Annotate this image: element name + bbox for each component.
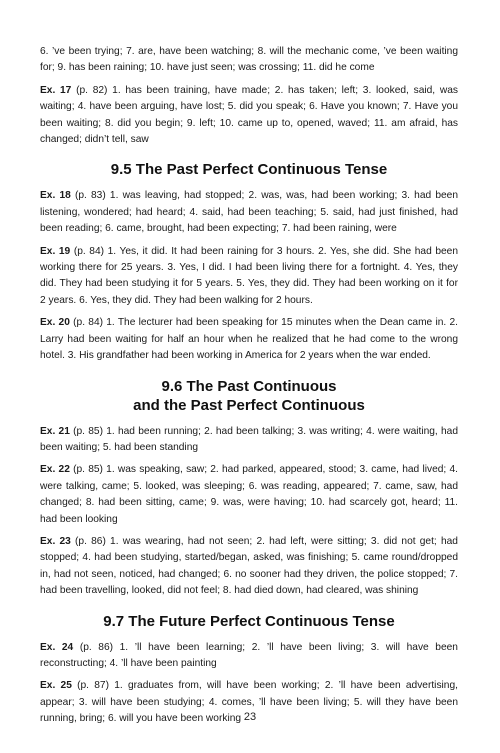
exercise-text: (p. 87) 1. graduates from, will have been working; 2. ’ll have been advertising, appear; 3. will have been studying; 4. comes, ’ll have been living; 5. will they have been running, bring; 6. will you have been working [40,680,458,725]
exercise-text: (p. 86) 1. was wearing, had not seen; 2. had left, were sitting; 3. did not get; had stopped; 4. had been studying, started/began, asked, was finishing; 5. came round/dropped in, had not seen, noticed, had changed; 6. no sooner had they driven, the police stopped; 7. had been travelling, looked, did not feel; 8. had died down, had cleared, was shining [40,535,458,597]
exercise-text: (p. 85) 1. had been running; 2. had been talking; 3. was writing; 4. were waiting, had been waiting; 5. had been standing [40,425,458,453]
exercise-label: Ex. 17 [40,84,72,96]
heading-text: 9.5 The Past Perfect Continuous Tense [110,161,388,179]
heading-line-2: and the Past Perfect Continuous [133,396,365,414]
exercise-label: Ex. 24 [40,641,74,653]
exercise-label: Ex. 25 [40,680,72,692]
section-heading-9-6 [40,377,458,415]
section-heading-9-7 [40,612,458,631]
exercise-21 [40,424,458,457]
exercise-22 [40,462,458,528]
exercise-text: (p. 84) 1. The lecturer had been speaking for 15 minutes when the Dean came in. 2. Larry had been waiting for half an hour when he realized that he had come to the wrong hotel. 3. His grandfather had been working in America for 2 years when the war ended. [40,317,458,362]
exercise-label: Ex. 23 [40,535,71,547]
exercise-text: (p. 84) 1. Yes, it did. It had been raining for 3 hours. 2. Yes, she did. She had been working there for 25 years. 3. Yes, I did. I had been living there for a fortnight. 4. Yes, they did. They had been studying it for 5 years. 5. Yes, they did. They had been working on it for 2 years. 6. Yes, they did. They had been walking for 2 hours. [40,245,458,306]
exercise-label: Ex. 19 [40,245,71,257]
exercise-17 [40,83,458,149]
exercise-18 [40,188,458,237]
exercise-text: (p. 83) 1. was leaving, had stopped; 2. was, was, had been working; 3. had been listening, wondered; had heard; 4. said, had been teaching; 5. said, had just finished, had been reading; 6. came, brought, had been expecting; 7. had been raining, were [40,190,458,235]
exercise-label: Ex. 18 [40,190,71,202]
exercise-text: (p. 82) 1. has been training, have made; 2. has taken; left; 3. looked, said, was waiting; 4. have been arguing, have lost; 5. did you speak; 6. Have you known; 7. Have you been waiting; 8. did you begin; 9. left; 10. came up to, opened, waved; 11. am afraid, has changed; didn’t tell, saw [40,84,458,146]
exercise-text: (p. 86) 1. ’ll have been learning; 2. ’ll have been living; 3. will have been reconstructing; 4. ’ll have been painting [40,641,458,669]
section-heading-9-5 [40,160,458,179]
exercise-23 [40,534,458,600]
page-number: 23 [243,711,257,723]
heading-line-1: 9.6 The Past Continuous [161,377,337,395]
exercise-24 [40,640,458,673]
heading-text: 9.7 The Future Perfect Continuous Tense [103,612,395,630]
continued-answers [40,44,458,77]
exercise-label: Ex. 20 [40,317,70,329]
exercise-19 [40,244,458,310]
exercise-text: (p. 85) 1. was speaking, saw; 2. had parked, appeared, stood; 3. came, had lived; 4. were talking, came; 5. looked, was sleeping; 6. was reading, appeared; 7. came, saw, had changed; 8. had been sitting, came; 9. was, were having; 10. had scarcely got, heard; 11. had been looking [40,464,458,525]
exercise-label: Ex. 22 [40,464,70,476]
intro-text: 6. ’ve been trying; 7. are, have been watching; 8. will the mechanic come, ’ve been waiting for; 9. has been raining; 10. have just seen; was crossing; 11. did he come [40,46,458,74]
exercise-label: Ex. 21 [40,425,70,437]
exercise-20 [40,315,458,364]
